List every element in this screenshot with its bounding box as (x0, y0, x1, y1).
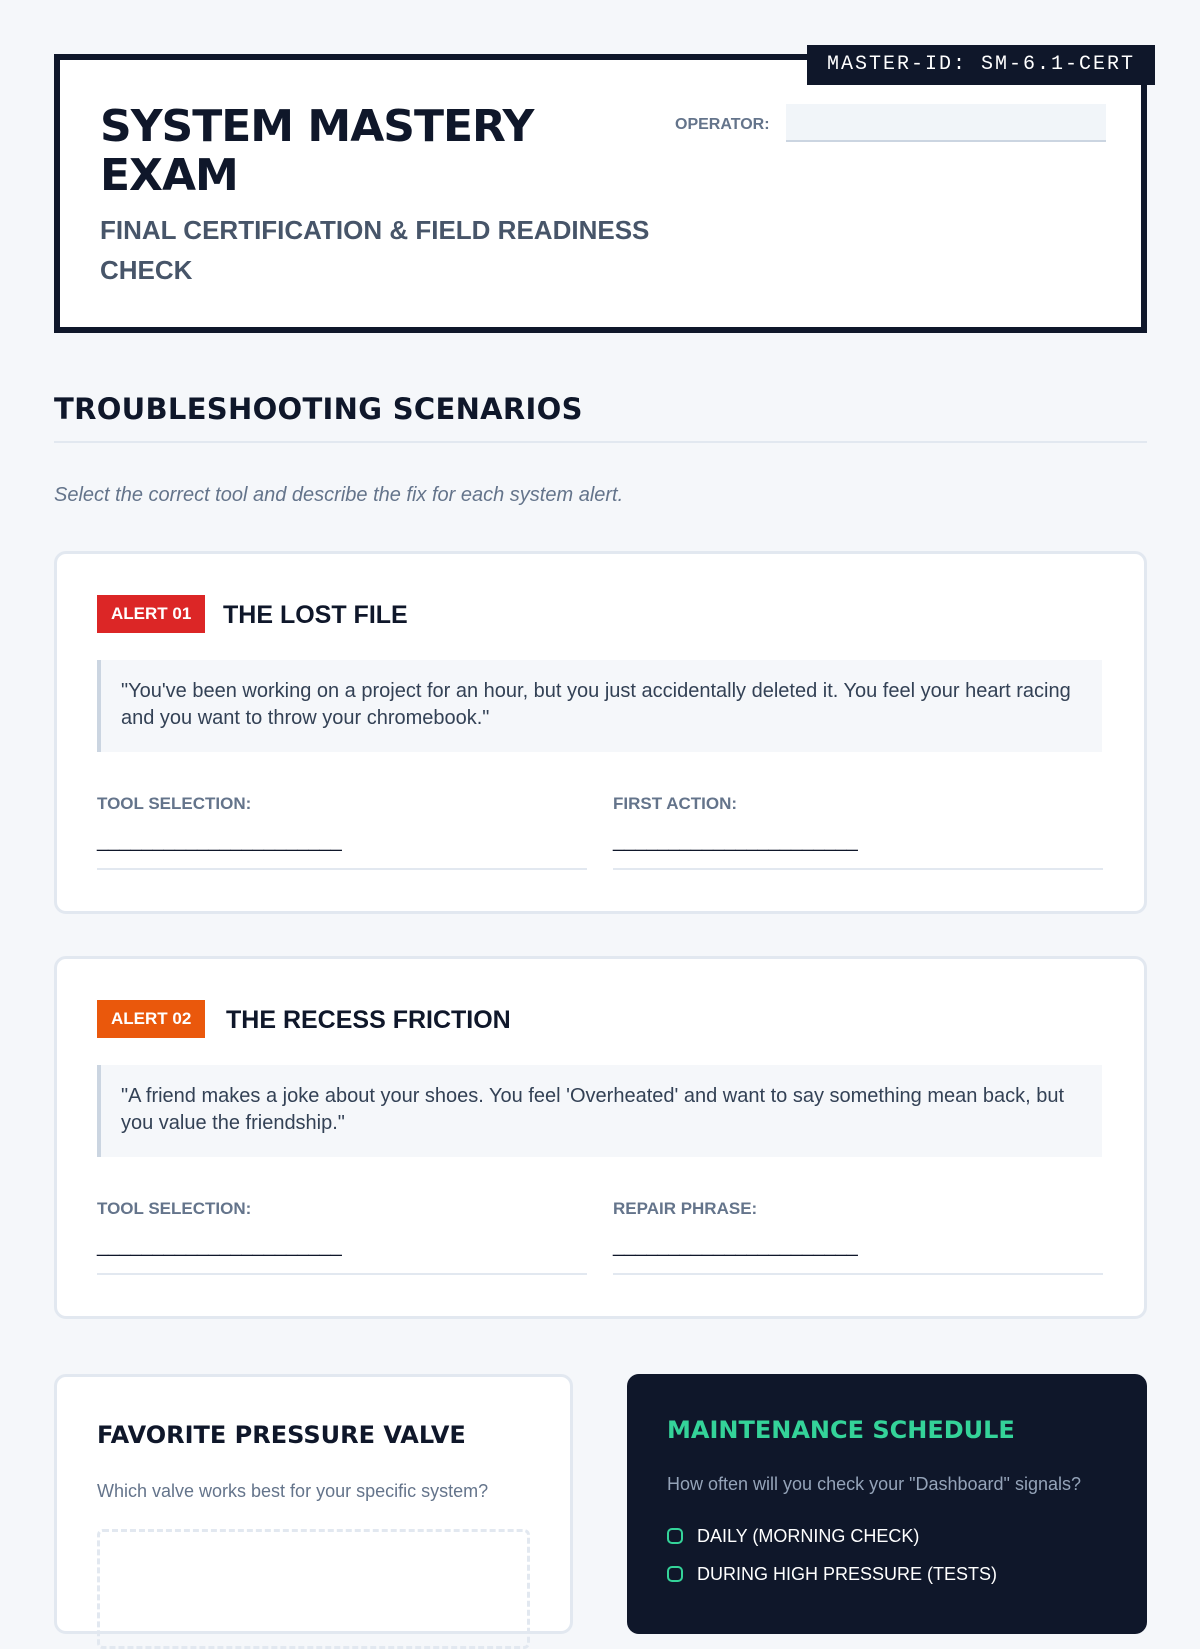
pressure-valve-title: FAVORITE PRESSURE VALVE (97, 1421, 466, 1449)
pressure-valve-answer-box[interactable] (97, 1529, 530, 1649)
maintenance-option-high-pressure[interactable] (667, 1560, 997, 1588)
repair-phrase-label: REPAIR PHRASE: (613, 1199, 758, 1218)
pressure-valve-card (54, 1374, 573, 1634)
alert-title: THE RECESS FRICTION (226, 1006, 511, 1034)
operator-input[interactable] (786, 104, 1106, 142)
maintenance-prompt: How often will you check your "Dashboard" signals? (667, 1474, 1081, 1494)
exam-title: SYSTEM MASTERY EXAM (100, 101, 534, 201)
master-id-tag: MASTER-ID: SM-6.1-CERT (807, 45, 1155, 85)
exam-header (54, 54, 1147, 333)
section-divider (54, 441, 1147, 443)
tool-selection-label: TOOL SELECTION: (97, 1199, 252, 1218)
tool-selection-field[interactable]: ______________________ (97, 1229, 587, 1275)
repair-phrase-field[interactable]: ______________________ (613, 1229, 1103, 1275)
tool-selection-label: TOOL SELECTION: (97, 794, 252, 813)
first-action-field[interactable]: ______________________ (613, 824, 1103, 870)
checkbox-icon[interactable] (667, 1528, 683, 1544)
pressure-valve-prompt: Which valve works best for your specific system? (97, 1481, 489, 1501)
maintenance-schedule-card (627, 1374, 1147, 1634)
tool-selection-field[interactable]: ______________________ (97, 824, 587, 870)
maintenance-title: MAINTENANCE SCHEDULE (667, 1416, 1015, 1444)
maintenance-option-label: DURING HIGH PRESSURE (TESTS) (697, 1563, 998, 1584)
operator-label: OPERATOR: (675, 116, 770, 133)
alert-card-02 (54, 956, 1147, 1319)
alert-card-01 (54, 551, 1147, 914)
maintenance-option-label: DAILY (MORNING CHECK) (697, 1525, 920, 1546)
alert-scenario-quote: "A friend makes a joke about your shoes. You feel 'Overheated' and want to say something mean back, but you value the friendship." (97, 1065, 1102, 1157)
first-action-label: FIRST ACTION: (613, 794, 738, 813)
alert-badge: ALERT 02 (97, 1000, 205, 1038)
alert-title: THE LOST FILE (223, 601, 408, 629)
alert-scenario-quote: "You've been working on a project for an hour, but you just accidentally deleted it. You feel your heart racing and you want to throw your chromebook." (97, 660, 1102, 752)
alert-badge: ALERT 01 (97, 595, 205, 633)
section-instructions: Select the correct tool and describe the fix for each system alert. (54, 484, 624, 506)
section-title: TROUBLESHOOTING SCENARIOS (54, 392, 583, 426)
maintenance-option-daily[interactable] (667, 1522, 919, 1550)
checkbox-icon[interactable] (667, 1566, 683, 1582)
exam-subtitle: FINAL CERTIFICATION & FIELD READINESS CHECK (100, 215, 650, 285)
